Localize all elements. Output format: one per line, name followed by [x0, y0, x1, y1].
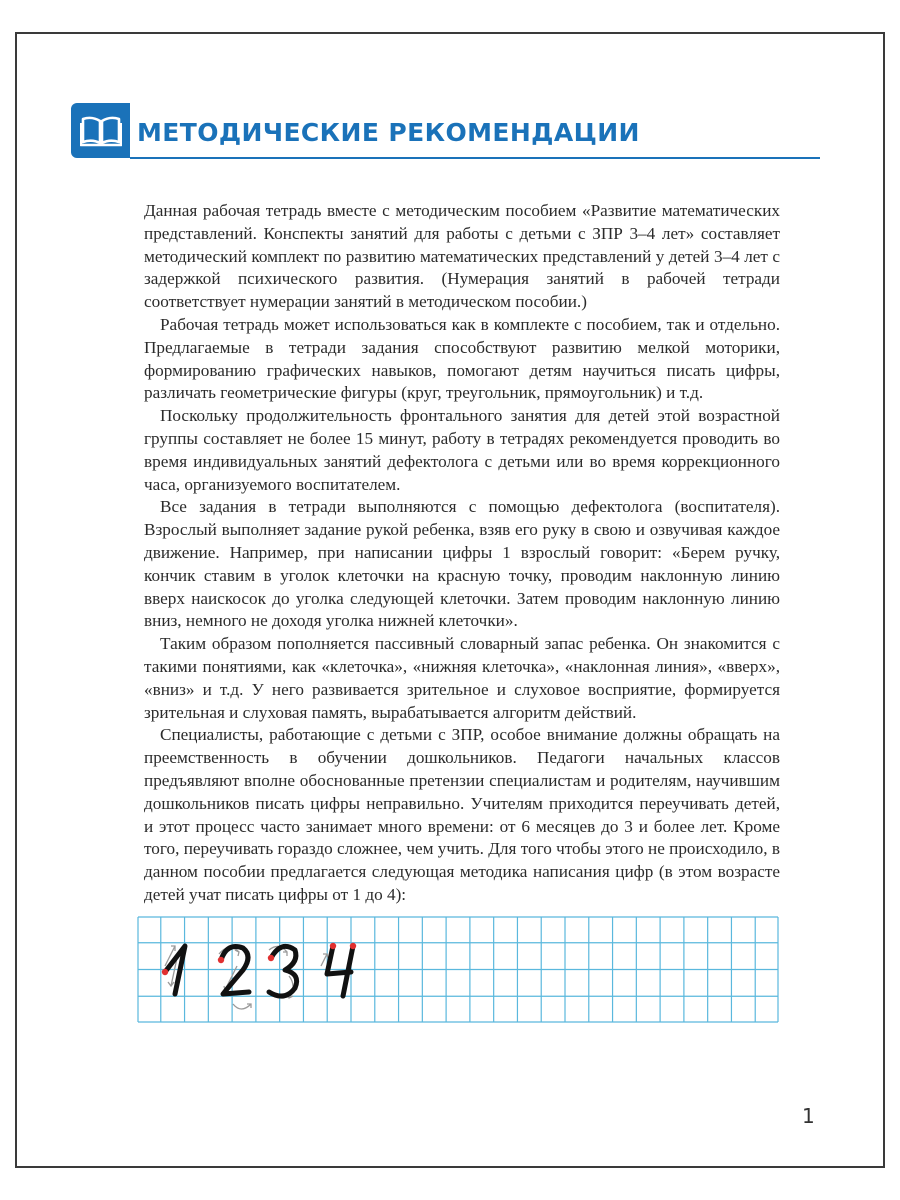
paragraph: Таким образом пополняется пассивный словарный запас ребенка. Он знакомится с такими понятиями, как «клеточка», «нижняя клеточка», «наклонная линия», «вверх», «вниз» и т.д. У него развивается зрительное и слуховое восприятие, формируется зрительная и слуховая память, вырабатывается алгоритм действий.: [144, 634, 780, 722]
start-dot: [330, 943, 336, 949]
digit-guides: [165, 946, 353, 1009]
paragraph: Специалисты, работающие с детьми с ЗПР, особое внимание должны обращать на преемственность в обучении дошкольников. Педагоги начальных классов предъявляют вполне обоснованные претензии специалистам и родителям, научившим дошкольников писать цифры неправильно. Учителям приходится переучивать детей, и этот процесс часто занимает много времени: от 6 месяцев до 3 и более лет. Кроме того, переучивать гораздо сложнее, чем учить. Для того чтобы этого не происходило, в данном пособии предлагается следующая методика написания цифр (в этом возрасте детей учат писать цифры от 1 до 4):: [144, 725, 780, 904]
digit-writing-grid: [137, 916, 779, 1023]
grid-figure: [137, 916, 779, 1023]
arrow-guide: [321, 954, 327, 966]
arrow-guide: [233, 1004, 251, 1009]
digit-4: [327, 946, 353, 996]
start-dot: [162, 969, 168, 975]
header-underline: [130, 157, 820, 159]
paragraph: Рабочая тетрадь может использоваться как в комплекте с пособием, так и отдельно. Предлагаемые в тетради задания способствуют развитию мелкой моторики, формированию графических навыков, помогают детям научиться писать цифры, различать геометрические фигуры (круг, треугольник, прямоугольник) и т.д.: [144, 314, 780, 403]
paragraph: Поскольку продолжительность фронтального занятия для детей этой возрастной группы составляет не более 15 минут, работу в тетрадях рекомендуется проводить во время индивидуальных занятий дефектолога с детьми или во время коррекционного часа, организуемого воспитателем.: [144, 406, 780, 494]
start-dot: [268, 955, 274, 961]
arrow-guide: [283, 952, 287, 956]
digit-3: [269, 946, 297, 996]
section-title: МЕТОДИЧЕСКИЕ РЕКОМЕНДАЦИИ: [137, 118, 640, 147]
header-badge: [71, 103, 130, 158]
start-dot: [218, 957, 224, 963]
grid-lines: [138, 917, 778, 1022]
body-text: [144, 200, 780, 907]
open-book-icon: [80, 115, 122, 147]
start-dot: [350, 943, 356, 949]
page-number: 1: [802, 1104, 815, 1128]
paragraph: Все задания в тетради выполняются с помощью дефектолога (воспитателя). Взрослый выполняет задание рукой ребенка, взяв его руку в свою и озвучивая каждое движение. Например, при написании цифры 1 взрослый говорит: «Берем ручку, кончик ставим в уголок клеточки на красную точку, проводим наклонную линию вверх наискосок до уголка следующей клеточки. Затем проводим наклонную линию вниз, немного не доходя уголка нижней клеточки».: [144, 497, 780, 631]
paragraph: Данная рабочая тетрадь вместе с методическим пособием «Развитие математических представлений. Конспекты занятий для работы с детьми с ЗПР 3–4 лет» составляет методический комплект по развитию математических представлений у детей 3–4 лет с задержкой психического развития. (Нумерация занятий в рабочей тетради соответствует нумерации занятий в методическом пособии.): [144, 201, 780, 312]
